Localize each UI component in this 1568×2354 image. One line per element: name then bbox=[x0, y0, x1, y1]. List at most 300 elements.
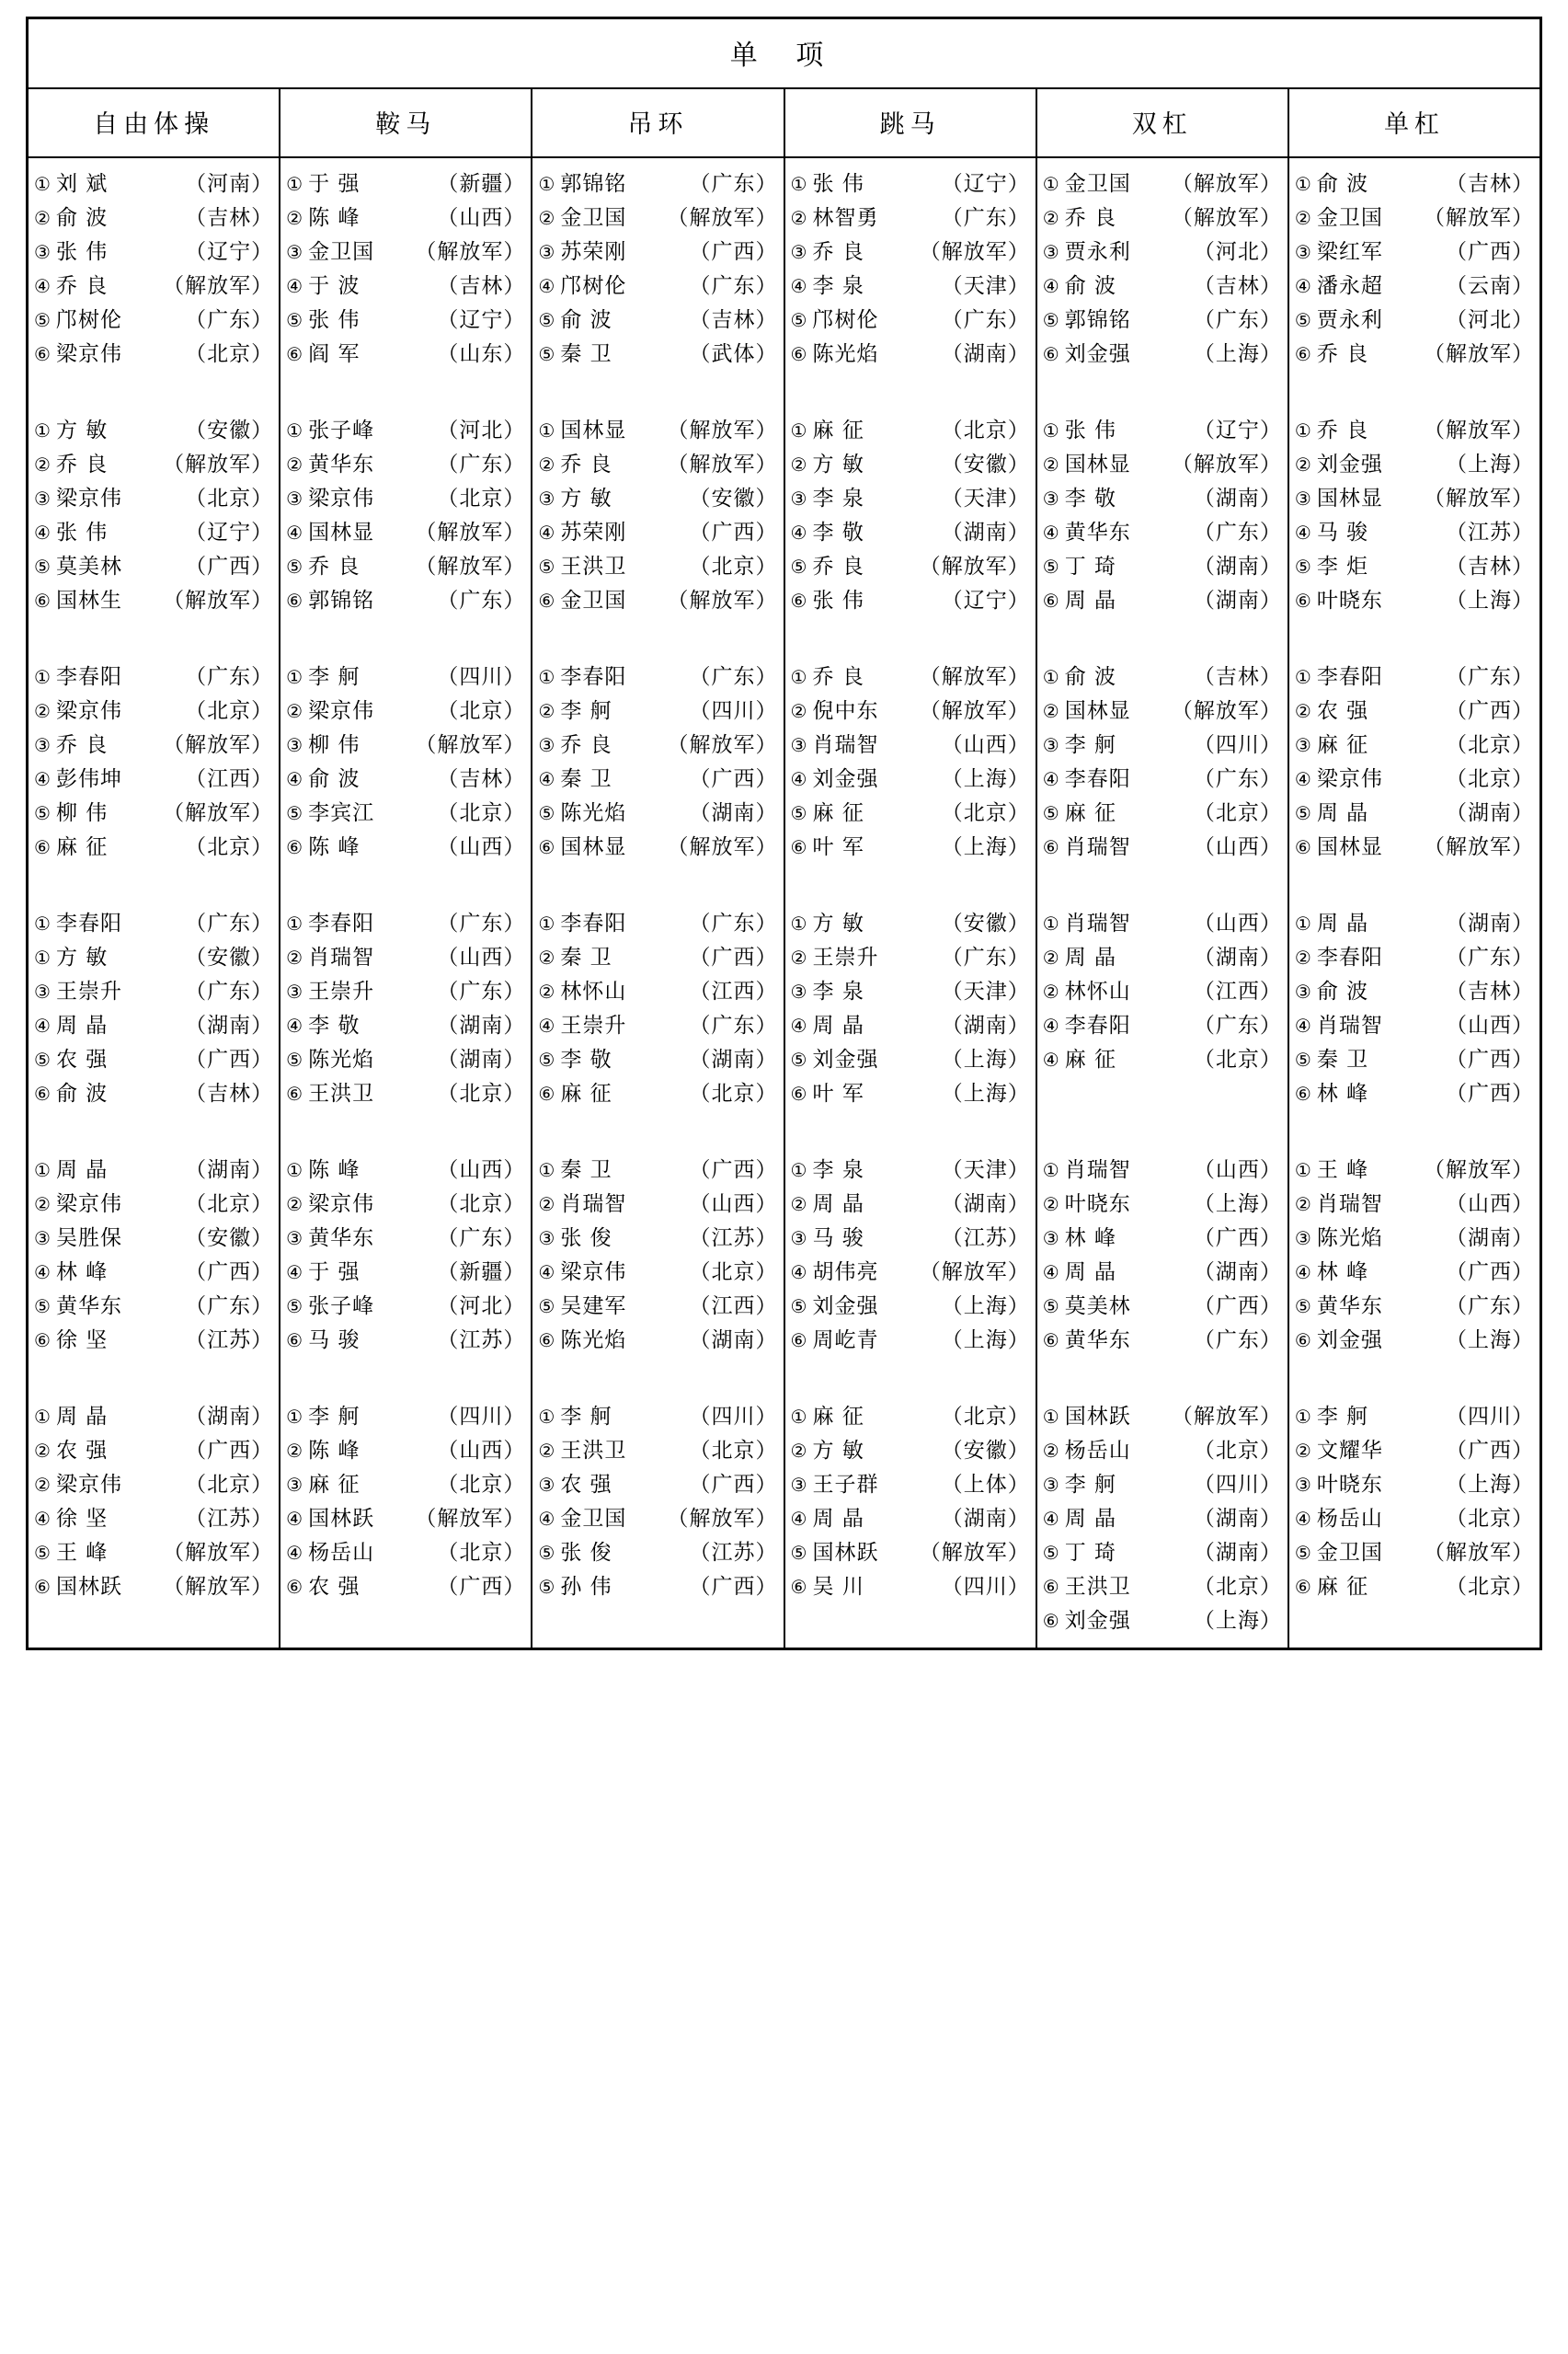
entry-athlete-name: 国林显 bbox=[1316, 487, 1383, 511]
entry-rank: ⑤ bbox=[538, 1295, 555, 1317]
result-entry bbox=[1293, 975, 1536, 1009]
entry-rank: ③ bbox=[286, 1474, 303, 1496]
entry-athlete-name: 邝树伦 bbox=[56, 308, 122, 332]
result-entry bbox=[789, 1188, 1032, 1222]
entry-athlete-name: 杨岳山 bbox=[308, 1541, 375, 1565]
entry-region: （湖南） bbox=[1193, 1507, 1282, 1531]
entry-region: （广西） bbox=[1446, 1260, 1535, 1284]
entry-region: （北京） bbox=[437, 801, 526, 825]
entry-region: （北京） bbox=[185, 1192, 274, 1216]
entry-region: （湖南） bbox=[1193, 555, 1282, 579]
result-entry bbox=[32, 167, 275, 201]
result-entry bbox=[1293, 1077, 1536, 1111]
entry-region: （安徽） bbox=[185, 419, 274, 442]
entry-athlete-name: 张 俊 bbox=[560, 1541, 612, 1565]
entry-region: （吉林） bbox=[185, 206, 274, 230]
entry-athlete-name: 李春阳 bbox=[1064, 1014, 1131, 1038]
entry-athlete-name: 国林显 bbox=[560, 419, 627, 442]
entry-region: （湖南） bbox=[1446, 801, 1535, 825]
entry-rank: ⑥ bbox=[1042, 1610, 1059, 1632]
entry-rank: ③ bbox=[790, 981, 807, 1003]
entry-rank: ⑥ bbox=[790, 590, 807, 612]
entry-region: （江苏） bbox=[437, 1328, 526, 1352]
entry-athlete-name: 金卫国 bbox=[1316, 1541, 1383, 1565]
result-entry bbox=[1293, 304, 1536, 338]
result-entry bbox=[284, 941, 527, 975]
result-group bbox=[1289, 158, 1539, 381]
result-entry bbox=[789, 304, 1032, 338]
entry-rank: ④ bbox=[34, 1261, 51, 1283]
entry-rank: ⑥ bbox=[286, 590, 303, 612]
entry-rank: ② bbox=[34, 1193, 51, 1215]
entry-region: （湖南） bbox=[185, 1405, 274, 1429]
result-entry bbox=[1293, 1222, 1536, 1256]
result-entry bbox=[1293, 1009, 1536, 1043]
entry-rank: ② bbox=[790, 207, 807, 229]
entry-rank: ⑥ bbox=[34, 343, 51, 365]
entry-region: （解放军） bbox=[667, 419, 778, 442]
entry-region: （江苏） bbox=[941, 1226, 1030, 1250]
entry-rank: ② bbox=[286, 454, 303, 476]
result-entry bbox=[284, 1188, 527, 1222]
entry-athlete-name: 李 舸 bbox=[308, 665, 361, 689]
entry-athlete-name: 于 强 bbox=[308, 1260, 361, 1284]
result-entry bbox=[1293, 1536, 1536, 1570]
result-entry bbox=[789, 270, 1032, 304]
entry-region: （吉林） bbox=[185, 1082, 274, 1106]
entry-region: （解放军） bbox=[1424, 342, 1535, 366]
entry-rank: ⑤ bbox=[1294, 556, 1311, 578]
entry-region: （解放军） bbox=[919, 1260, 1030, 1284]
result-entry bbox=[284, 1077, 527, 1111]
entry-region: （广东） bbox=[1446, 946, 1535, 970]
result-entry bbox=[1293, 907, 1536, 941]
result-entry bbox=[1293, 516, 1536, 550]
result-entry bbox=[32, 975, 275, 1009]
entry-athlete-name: 倪中东 bbox=[812, 699, 879, 723]
result-entry bbox=[32, 1468, 275, 1502]
entry-region: （广西） bbox=[689, 1575, 778, 1599]
entry-region: （吉林） bbox=[1193, 665, 1282, 689]
entry-athlete-name: 周 晶 bbox=[1064, 589, 1116, 613]
entry-athlete-name: 王洪卫 bbox=[1064, 1575, 1131, 1599]
entry-region: （四川） bbox=[941, 1575, 1030, 1599]
entry-athlete-name: 杨岳山 bbox=[1316, 1507, 1383, 1531]
result-entry bbox=[1041, 763, 1284, 797]
entry-rank: ① bbox=[34, 666, 51, 688]
entry-rank: ⑤ bbox=[538, 1576, 555, 1598]
entry-rank: ③ bbox=[286, 734, 303, 756]
entry-region: （解放军） bbox=[415, 733, 526, 757]
entry-athlete-name: 梁京伟 bbox=[56, 1192, 122, 1216]
entry-athlete-name: 周 晶 bbox=[1064, 1260, 1116, 1284]
entry-region: （辽宁） bbox=[185, 240, 274, 264]
result-entry bbox=[1293, 338, 1536, 372]
entry-athlete-name: 肖瑞智 bbox=[1316, 1192, 1383, 1216]
result-entry bbox=[536, 201, 779, 235]
entry-region: （解放军） bbox=[919, 1541, 1030, 1565]
entry-rank: ④ bbox=[34, 1508, 51, 1530]
entry-athlete-name: 周屹青 bbox=[812, 1328, 879, 1352]
result-group bbox=[1037, 1144, 1288, 1367]
entry-region: （解放军） bbox=[919, 699, 1030, 723]
entry-athlete-name: 王洪卫 bbox=[308, 1082, 375, 1106]
entry-rank: ① bbox=[538, 173, 555, 195]
entry-region: （天津） bbox=[941, 274, 1030, 298]
result-entry bbox=[32, 763, 275, 797]
entry-rank: ③ bbox=[34, 488, 51, 510]
entry-region: （湖南） bbox=[941, 521, 1030, 545]
entry-athlete-name: 周 晶 bbox=[1064, 1507, 1116, 1531]
entry-rank: ④ bbox=[286, 522, 303, 544]
entry-athlete-name: 金卫国 bbox=[560, 206, 627, 230]
entry-athlete-name: 梁京伟 bbox=[1316, 767, 1383, 791]
entry-region: （江苏） bbox=[689, 1541, 778, 1565]
entry-rank: ⑤ bbox=[286, 1049, 303, 1071]
entry-rank: ⑥ bbox=[286, 1083, 303, 1105]
entry-rank: ③ bbox=[790, 488, 807, 510]
entry-region: （解放军） bbox=[1424, 487, 1535, 511]
entry-region: （广西） bbox=[1446, 1439, 1535, 1463]
entry-athlete-name: 王崇升 bbox=[308, 980, 375, 1004]
entry-region: （广西） bbox=[689, 1158, 778, 1182]
entry-rank: ① bbox=[34, 1406, 51, 1428]
entry-rank: ① bbox=[1042, 1406, 1059, 1428]
entry-athlete-name: 国林显 bbox=[1064, 699, 1131, 723]
result-entry bbox=[1041, 338, 1284, 372]
entry-rank: ③ bbox=[1294, 981, 1311, 1003]
entry-rank: ③ bbox=[790, 1227, 807, 1249]
entry-rank: ⑤ bbox=[1042, 309, 1059, 331]
entry-region: （解放军） bbox=[1424, 206, 1535, 230]
entry-region: （解放军） bbox=[1424, 1541, 1535, 1565]
entry-rank: ⑥ bbox=[538, 590, 555, 612]
entry-region: （解放军） bbox=[415, 240, 526, 264]
entry-athlete-name: 王 峰 bbox=[56, 1541, 109, 1565]
result-entry bbox=[32, 729, 275, 763]
entry-rank: ④ bbox=[286, 1015, 303, 1037]
entry-athlete-name: 麻 征 bbox=[812, 419, 864, 442]
entry-rank: ④ bbox=[1294, 522, 1311, 544]
entry-athlete-name: 叶 军 bbox=[812, 835, 864, 859]
entry-region: （湖南） bbox=[1446, 1226, 1535, 1250]
entry-region: （江西） bbox=[1193, 980, 1282, 1004]
entry-athlete-name: 金卫国 bbox=[560, 589, 627, 613]
table-header-row bbox=[29, 89, 1539, 158]
entry-rank: ⑤ bbox=[286, 1295, 303, 1317]
result-entry bbox=[1041, 1434, 1284, 1468]
result-entry bbox=[536, 1536, 779, 1570]
entry-athlete-name: 麻 征 bbox=[812, 801, 864, 825]
result-group bbox=[532, 651, 783, 874]
result-entry bbox=[284, 516, 527, 550]
result-group bbox=[532, 158, 783, 381]
empty-slot bbox=[1041, 1077, 1284, 1111]
entry-region: （北京） bbox=[689, 1082, 778, 1106]
entry-region: （四川） bbox=[437, 1405, 526, 1429]
entry-region: （解放军） bbox=[1171, 172, 1282, 196]
entry-athlete-name: 苏荣刚 bbox=[560, 240, 627, 264]
entry-region: （广东） bbox=[1193, 1328, 1282, 1352]
result-entry bbox=[284, 1009, 527, 1043]
result-entry bbox=[284, 1324, 527, 1358]
entry-region: （解放军） bbox=[415, 555, 526, 579]
entry-rank: ④ bbox=[1042, 768, 1059, 790]
column-header-rings: 吊环 bbox=[532, 89, 784, 156]
entry-region: （北京） bbox=[1446, 733, 1535, 757]
entry-athlete-name: 马 骏 bbox=[1316, 521, 1369, 545]
entry-rank: ③ bbox=[1294, 241, 1311, 263]
entry-region: （湖南） bbox=[437, 1048, 526, 1072]
entry-region: （四川） bbox=[1193, 733, 1282, 757]
result-entry bbox=[284, 482, 527, 516]
result-entry bbox=[284, 448, 527, 482]
entry-region: （湖南） bbox=[689, 1048, 778, 1072]
entry-region: （山东） bbox=[437, 342, 526, 366]
entry-athlete-name: 陈 峰 bbox=[308, 1158, 361, 1182]
entry-athlete-name: 李 舸 bbox=[1064, 1473, 1116, 1497]
entry-rank: ① bbox=[1294, 1159, 1311, 1181]
entry-athlete-name: 俞 波 bbox=[1064, 274, 1116, 298]
entry-rank: ④ bbox=[286, 1508, 303, 1530]
result-entry bbox=[789, 1400, 1032, 1434]
result-entry bbox=[1293, 1256, 1536, 1290]
entry-region: （广东） bbox=[941, 308, 1030, 332]
entry-athlete-name: 黄华东 bbox=[56, 1294, 122, 1318]
entry-athlete-name: 梁京伟 bbox=[308, 699, 375, 723]
entry-rank: ④ bbox=[286, 1542, 303, 1564]
entry-rank: ① bbox=[790, 666, 807, 688]
entry-rank: ② bbox=[286, 700, 303, 722]
entry-region: （上海） bbox=[1446, 1328, 1535, 1352]
entry-athlete-name: 张 伟 bbox=[1064, 419, 1116, 442]
entry-rank: ③ bbox=[1294, 734, 1311, 756]
entry-region: （天津） bbox=[941, 487, 1030, 511]
entry-region: （北京） bbox=[941, 419, 1030, 442]
entry-rank: ① bbox=[1042, 419, 1059, 442]
entry-athlete-name: 柳 伟 bbox=[308, 733, 361, 757]
entry-region: （北京） bbox=[1193, 1048, 1282, 1072]
entry-athlete-name: 国林显 bbox=[1064, 453, 1131, 477]
entry-rank: ④ bbox=[1042, 275, 1059, 297]
entry-region: （解放军） bbox=[163, 453, 274, 477]
entry-athlete-name: 于 波 bbox=[308, 274, 361, 298]
entry-rank: ① bbox=[34, 173, 51, 195]
entry-athlete-name: 农 强 bbox=[308, 1575, 361, 1599]
entry-region: （上海） bbox=[1446, 453, 1535, 477]
entry-region: （湖南） bbox=[689, 1328, 778, 1352]
entry-region: （广西） bbox=[689, 521, 778, 545]
entry-athlete-name: 国林显 bbox=[560, 835, 627, 859]
entry-athlete-name: 林智勇 bbox=[812, 206, 879, 230]
entry-athlete-name: 农 强 bbox=[56, 1439, 109, 1463]
result-entry bbox=[1041, 797, 1284, 831]
entry-athlete-name: 梁京伟 bbox=[56, 342, 122, 366]
entry-region: （安徽） bbox=[185, 946, 274, 970]
result-entry bbox=[1041, 1256, 1284, 1290]
entry-athlete-name: 麻 征 bbox=[56, 835, 109, 859]
column-header-parallel-bars: 双杠 bbox=[1037, 89, 1289, 156]
entry-region: （武体） bbox=[689, 342, 778, 366]
entry-rank: ② bbox=[1042, 454, 1059, 476]
entry-athlete-name: 乔 良 bbox=[1064, 206, 1116, 230]
entry-rank: ③ bbox=[790, 1474, 807, 1496]
result-entry bbox=[284, 304, 527, 338]
result-entry bbox=[284, 660, 527, 695]
result-entry bbox=[1041, 1290, 1284, 1324]
entry-rank: ⑥ bbox=[1294, 343, 1311, 365]
result-entry bbox=[1293, 941, 1536, 975]
entry-rank: ⑥ bbox=[1042, 1576, 1059, 1598]
entry-athlete-name: 叶晓东 bbox=[1316, 589, 1383, 613]
result-entry bbox=[32, 414, 275, 448]
result-entry bbox=[789, 941, 1032, 975]
entry-rank: ① bbox=[1042, 173, 1059, 195]
entry-region: （解放军） bbox=[163, 589, 274, 613]
result-entry bbox=[536, 660, 779, 695]
entry-rank: ① bbox=[286, 913, 303, 935]
entry-athlete-name: 黄华东 bbox=[1064, 521, 1131, 545]
entry-athlete-name: 丁 琦 bbox=[1064, 555, 1116, 579]
entry-athlete-name: 刘金强 bbox=[812, 767, 879, 791]
entry-athlete-name: 孙 伟 bbox=[560, 1575, 612, 1599]
result-entry bbox=[284, 201, 527, 235]
entry-region: （广东） bbox=[1193, 767, 1282, 791]
result-entry bbox=[536, 270, 779, 304]
result-group bbox=[1037, 898, 1288, 1120]
result-entry bbox=[32, 907, 275, 941]
entry-region: （上海） bbox=[941, 767, 1030, 791]
entry-rank: ④ bbox=[1294, 1015, 1311, 1037]
entry-region: （北京） bbox=[1193, 1439, 1282, 1463]
result-group bbox=[1289, 405, 1539, 627]
entry-rank: ① bbox=[34, 947, 51, 969]
entry-athlete-name: 方 敏 bbox=[560, 487, 612, 511]
entry-region: （辽宁） bbox=[1193, 419, 1282, 442]
entry-rank: ② bbox=[286, 207, 303, 229]
entry-region: （解放军） bbox=[1424, 1158, 1535, 1182]
entry-rank: ⑤ bbox=[538, 343, 555, 365]
result-entry bbox=[1293, 695, 1536, 729]
entry-region: （广东） bbox=[689, 274, 778, 298]
entry-rank: ⑤ bbox=[1042, 1295, 1059, 1317]
entry-rank: ⑥ bbox=[790, 836, 807, 858]
entry-region: （北京） bbox=[437, 699, 526, 723]
entry-region: （广西） bbox=[689, 767, 778, 791]
entry-region: （上海） bbox=[941, 1294, 1030, 1318]
result-entry bbox=[789, 1256, 1032, 1290]
result-group bbox=[280, 1144, 531, 1367]
result-entry bbox=[1293, 1043, 1536, 1077]
result-entry bbox=[1293, 729, 1536, 763]
entry-athlete-name: 麻 征 bbox=[560, 1082, 612, 1106]
entry-region: （上海） bbox=[1193, 1609, 1282, 1633]
entry-athlete-name: 陈光焰 bbox=[1316, 1226, 1383, 1250]
entry-region: （北京） bbox=[1446, 1575, 1535, 1599]
entry-athlete-name: 俞 波 bbox=[56, 206, 109, 230]
entry-athlete-name: 肖瑞智 bbox=[1316, 1014, 1383, 1038]
result-entry bbox=[284, 1256, 527, 1290]
entry-region: （江苏） bbox=[185, 1328, 274, 1352]
result-entry bbox=[1041, 235, 1284, 270]
entry-athlete-name: 李 舸 bbox=[308, 1405, 361, 1429]
entry-rank: ② bbox=[1294, 947, 1311, 969]
entry-athlete-name: 乔 良 bbox=[308, 555, 361, 579]
entry-athlete-name: 乔 良 bbox=[560, 453, 612, 477]
result-entry bbox=[536, 695, 779, 729]
result-entry bbox=[789, 235, 1032, 270]
entry-rank: ⑤ bbox=[790, 802, 807, 824]
entry-athlete-name: 胡伟亮 bbox=[812, 1260, 879, 1284]
entry-rank: ⑥ bbox=[286, 343, 303, 365]
entry-region: （北京） bbox=[689, 1260, 778, 1284]
entry-athlete-name: 莫美林 bbox=[56, 555, 122, 579]
entry-athlete-name: 秦 卫 bbox=[560, 767, 612, 791]
entry-region: （北京） bbox=[941, 801, 1030, 825]
entry-athlete-name: 李 敬 bbox=[308, 1014, 361, 1038]
entry-region: （湖南） bbox=[941, 1507, 1030, 1531]
entry-rank: ⑤ bbox=[1042, 556, 1059, 578]
entry-rank: ④ bbox=[790, 522, 807, 544]
entry-rank: ② bbox=[1294, 454, 1311, 476]
entry-region: （湖南） bbox=[1193, 946, 1282, 970]
entry-rank: ④ bbox=[286, 768, 303, 790]
result-entry bbox=[536, 1009, 779, 1043]
entry-rank: ④ bbox=[790, 275, 807, 297]
entry-rank: ② bbox=[1294, 207, 1311, 229]
entry-region: （山西） bbox=[437, 946, 526, 970]
entry-region: （吉林） bbox=[1446, 980, 1535, 1004]
entry-region: （广东） bbox=[689, 912, 778, 936]
entry-region: （解放军） bbox=[1171, 699, 1282, 723]
entry-region: （北京） bbox=[185, 487, 274, 511]
entry-region: （湖南） bbox=[1446, 912, 1535, 936]
result-group bbox=[1289, 1391, 1539, 1648]
entry-region: （北京） bbox=[437, 1473, 526, 1497]
entry-athlete-name: 王子群 bbox=[812, 1473, 879, 1497]
entry-athlete-name: 李 敬 bbox=[560, 1048, 612, 1072]
entry-rank: ② bbox=[538, 454, 555, 476]
entry-region: （广东） bbox=[437, 589, 526, 613]
result-entry bbox=[284, 729, 527, 763]
entry-rank: ① bbox=[1042, 666, 1059, 688]
entry-rank: ⑤ bbox=[286, 556, 303, 578]
entry-region: （河北） bbox=[1446, 308, 1535, 332]
entry-region: （广东） bbox=[185, 665, 274, 689]
result-entry bbox=[789, 201, 1032, 235]
result-entry bbox=[32, 584, 275, 618]
entry-rank: ③ bbox=[1294, 1474, 1311, 1496]
entry-region: （解放军） bbox=[919, 665, 1030, 689]
results-column-vault bbox=[785, 158, 1037, 1648]
entry-athlete-name: 俞 波 bbox=[1316, 980, 1369, 1004]
entry-rank: ③ bbox=[34, 241, 51, 263]
result-entry bbox=[284, 975, 527, 1009]
entry-rank: ① bbox=[286, 173, 303, 195]
entry-region: （解放军） bbox=[1424, 835, 1535, 859]
entry-region: （解放军） bbox=[667, 1507, 778, 1531]
entry-athlete-name: 林 峰 bbox=[1064, 1226, 1116, 1250]
entry-rank: ② bbox=[34, 454, 51, 476]
entry-rank: ④ bbox=[34, 275, 51, 297]
result-entry bbox=[789, 167, 1032, 201]
result-entry bbox=[1041, 516, 1284, 550]
entry-athlete-name: 方 敏 bbox=[56, 946, 109, 970]
entry-rank: ② bbox=[286, 947, 303, 969]
entry-rank: ⑤ bbox=[1042, 802, 1059, 824]
entry-region: （上海） bbox=[941, 1082, 1030, 1106]
result-entry bbox=[536, 941, 779, 975]
